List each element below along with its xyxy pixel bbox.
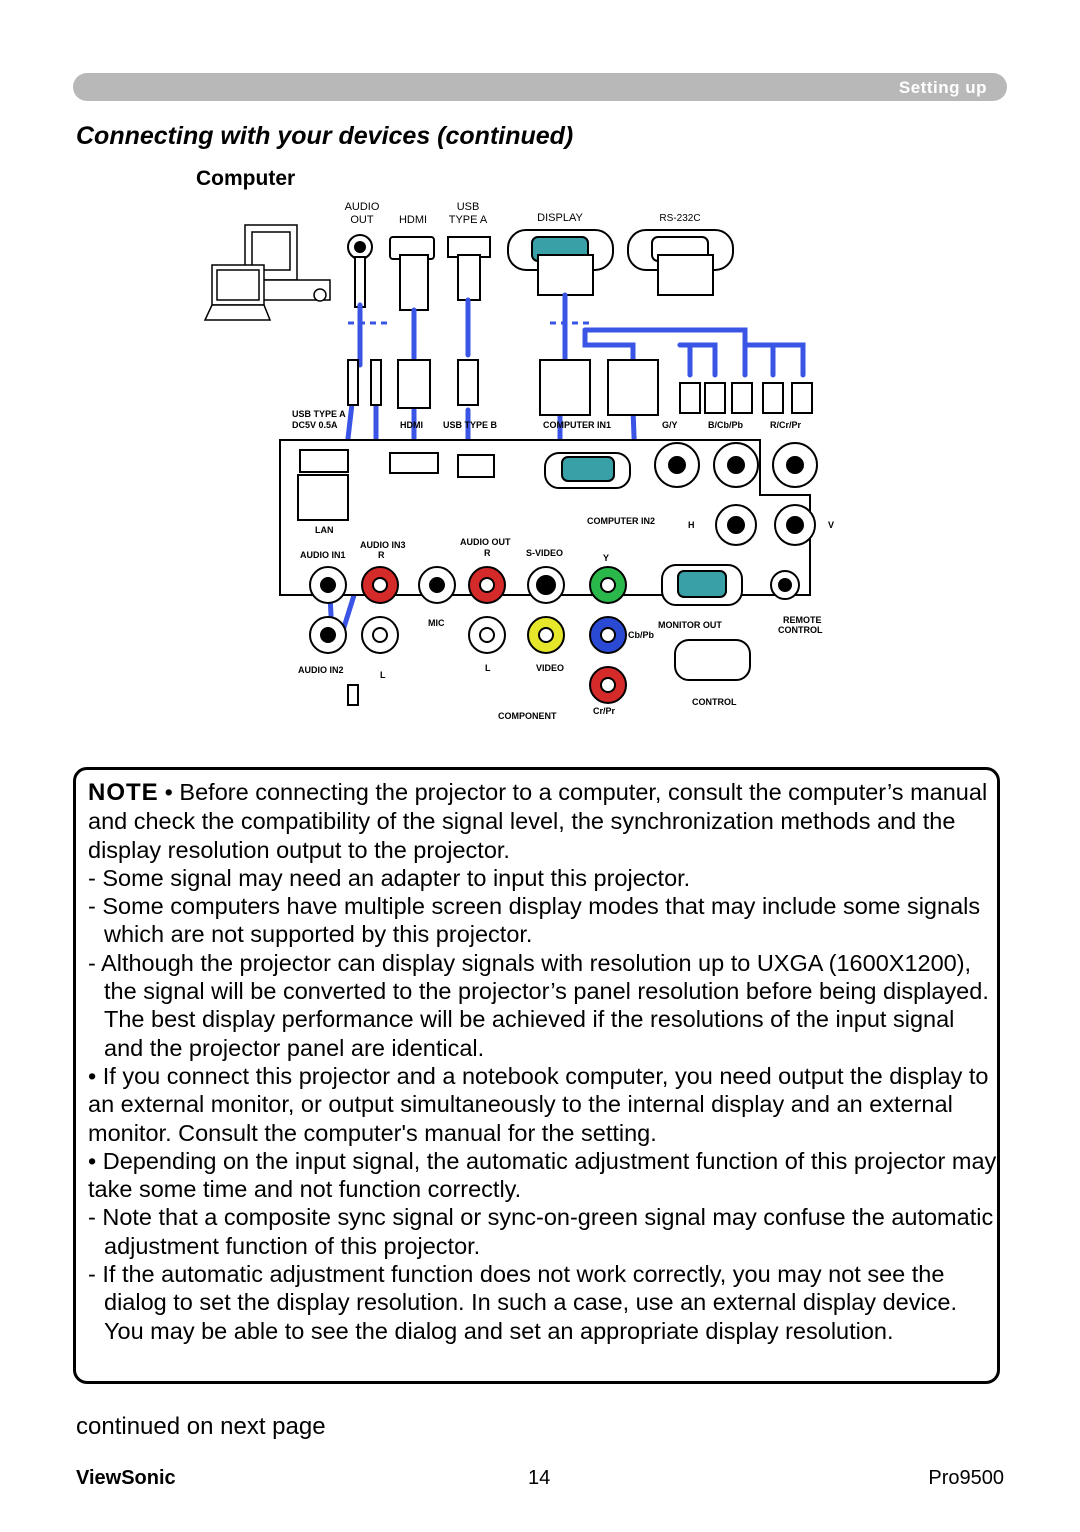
label-v: V bbox=[828, 520, 835, 530]
note-item: - If the automatic adjustment function does not work correctly, you may not see the dialog to set the display resolution. In such a case, use an external display device. You may be able to see the dialog and set an appropriate display resolution. bbox=[88, 1261, 958, 1344]
computer-icon bbox=[205, 225, 330, 320]
footer-page-number: 14 bbox=[528, 1467, 551, 1489]
label-audio-in3: AUDIO IN3 bbox=[360, 540, 406, 550]
label-usb: USB bbox=[456, 201, 480, 213]
label-dc5v: DC5V 0.5A bbox=[292, 420, 338, 430]
label-crpr: Cr/Pr bbox=[593, 706, 616, 716]
continued-text: continued on next page bbox=[76, 1413, 326, 1440]
note-content bbox=[88, 778, 998, 1345]
note-item: - Some computers have multiple screen display modes that may include some signals which are not supported by this projector. bbox=[88, 893, 981, 948]
label-bcbpb: B/Cb/Pb bbox=[708, 420, 743, 430]
label-y: Y bbox=[603, 553, 610, 563]
label-mic: MIC bbox=[428, 618, 445, 628]
page-title: Connecting with your devices (continued) bbox=[76, 122, 574, 150]
subsection-title: Computer bbox=[196, 167, 296, 190]
section-header-bar bbox=[73, 73, 1007, 101]
note-item: - Although the projector can display signals with resolution up to UXGA (1600X1200), the signal will be converted to the projector’s panel resolution before being displayed. The best display performance will be achieved if the resolutions of the input signal and the projector panel are identical. bbox=[88, 949, 989, 1061]
label-usb-type-b: USB TYPE B bbox=[443, 420, 498, 430]
note-item: • If you connect this projector and a notebook computer, you need output the display to an external monitor, or output simultaneously to the internal display and an external monitor. Consult the computer's manual for the setting. bbox=[88, 1062, 989, 1146]
footer-brand: ViewSonic bbox=[76, 1467, 176, 1489]
label-l-in: L bbox=[380, 670, 386, 680]
usb-type-b-port bbox=[458, 455, 494, 477]
label-audio-out: AUDIO OUT bbox=[460, 537, 511, 547]
label-remote: REMOTE bbox=[783, 615, 822, 625]
note-item: • Depending on the input signal, the automatic adjustment function of this projector may take some time and not function correctly. bbox=[88, 1147, 997, 1203]
label-r-in: R bbox=[378, 550, 385, 560]
label-rs232c: RS-232C bbox=[659, 213, 701, 224]
note-label: NOTE bbox=[88, 779, 159, 806]
label-computer-in2: COMPUTER IN2 bbox=[587, 516, 656, 526]
note-item: - Note that a composite sync signal or sync-on-green signal may confuse the automatic adjustment function of this projector. bbox=[88, 1204, 994, 1259]
label-r-out: R bbox=[484, 548, 491, 558]
label-l-out: L bbox=[485, 663, 491, 673]
label-display: DISPLAY bbox=[537, 212, 583, 224]
label-component: COMPONENT bbox=[498, 711, 557, 721]
section-label: Setting up bbox=[898, 78, 987, 97]
label-usb-type-a: USB TYPE A bbox=[292, 409, 346, 419]
label-type-a: TYPE A bbox=[448, 214, 488, 226]
note-item: - Some signal may need an adapter to input this projector. bbox=[88, 864, 691, 891]
label-hdmi-pc: HDMI bbox=[398, 214, 428, 226]
lan-port bbox=[298, 475, 348, 520]
label-monitor-out: MONITOR OUT bbox=[658, 620, 722, 630]
label-rcrpr: R/Cr/Pr bbox=[770, 420, 802, 430]
label-hdmi: HDMI bbox=[400, 420, 423, 430]
footer-model: Pro9500 bbox=[928, 1467, 1004, 1489]
label-lan: LAN bbox=[315, 525, 334, 535]
usb-type-a-port bbox=[300, 450, 348, 472]
label-control: CONTROL bbox=[692, 697, 737, 707]
label-gy: G/Y bbox=[662, 420, 678, 430]
note-item: NOTE • Before connecting the projector to a computer, consult the computer’s manual and check the compatibility of the signal level, the synchronization methods and the display resolution output to the projector. bbox=[88, 779, 988, 863]
control-port bbox=[675, 640, 750, 680]
label-remote-control: CONTROL bbox=[778, 625, 823, 635]
label-video: VIDEO bbox=[536, 663, 565, 673]
label-out: OUT bbox=[350, 214, 374, 226]
connection-diagram bbox=[200, 195, 840, 735]
label-h: H bbox=[688, 520, 695, 530]
label-audio: AUDIO bbox=[344, 201, 380, 213]
label-audio-in1: AUDIO IN1 bbox=[300, 550, 346, 560]
label-s-video: S-VIDEO bbox=[526, 548, 564, 558]
label-audio-in2: AUDIO IN2 bbox=[298, 665, 344, 675]
label-cbpb: Cb/Pb bbox=[628, 630, 654, 640]
hdmi-port bbox=[390, 453, 438, 473]
label-computer-in1: COMPUTER IN1 bbox=[543, 420, 612, 430]
